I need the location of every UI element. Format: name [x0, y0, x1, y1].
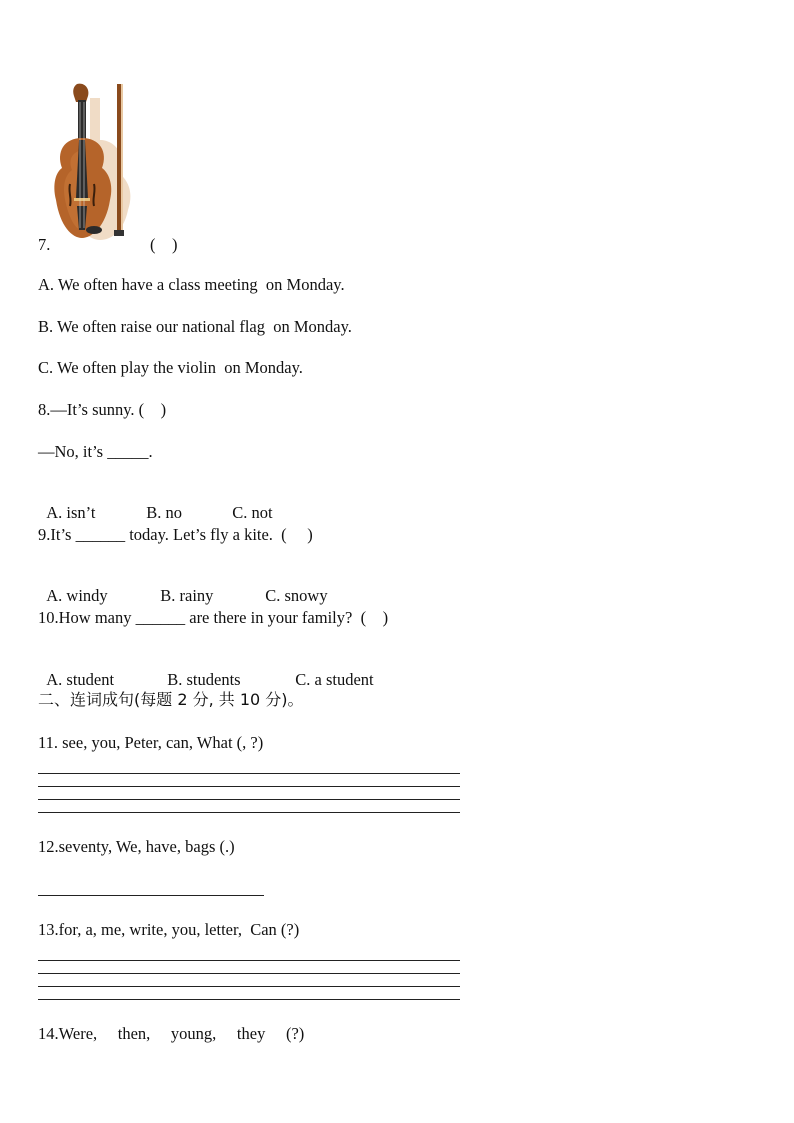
question-10-options	[38, 650, 374, 690]
question-10-option-a: A. student	[46, 670, 115, 689]
question-7-option-c: C. We often play the violin on Monday.	[38, 358, 303, 377]
question-13-answer-line-1[interactable]	[38, 960, 460, 961]
question-10-prompt: 10.How many ______ are there in your family? ( )	[38, 608, 389, 627]
question-8-option-b: B. no	[146, 503, 183, 522]
question-11-answer-line-3[interactable]	[38, 799, 460, 800]
question-13-answer-line-3[interactable]	[38, 986, 460, 987]
question-7-option-a: A. We often have a class meeting on Monday.	[38, 275, 345, 294]
question-9-option-b: B. rainy	[160, 586, 214, 605]
question-14-prompt: 14.Were, then, young, they (?)	[38, 1024, 305, 1043]
question-12-prompt: 12.seventy, We, have, bags (.)	[38, 837, 235, 856]
question-11-prompt: 11. see, you, Peter, can, What (, ?)	[38, 733, 264, 752]
question-8-response: —No, it’s _____.	[38, 442, 153, 461]
question-9-prompt: 9.It’s ______ today. Let’s fly a kite. ( )	[38, 525, 313, 544]
question-7-answer-paren: ( )	[150, 235, 178, 254]
question-12-answer-line[interactable]	[38, 895, 264, 896]
question-8-option-c: C. not	[232, 503, 273, 522]
question-11-answer-line-2[interactable]	[38, 786, 460, 787]
question-11-answer-line-1[interactable]	[38, 773, 460, 774]
question-13-answer-line-4[interactable]	[38, 999, 460, 1000]
question-10-option-c: C. a student	[295, 670, 374, 689]
question-9-options	[38, 566, 328, 606]
question-9-option-a: A. windy	[46, 586, 108, 605]
question-8-option-a: A. isn’t	[46, 503, 96, 522]
question-10-option-b: B. students	[167, 670, 241, 689]
question-8-prompt: 8.—It’s sunny. ( )	[38, 400, 167, 419]
section-2-heading: 二、连词成句(每题 2 分, 共 10 分)。	[38, 690, 304, 709]
question-9-option-c: C. snowy	[265, 586, 328, 605]
question-8-options	[38, 483, 273, 523]
violin-icon	[50, 80, 142, 252]
question-7-option-b: B. We often raise our national flag on Monday.	[38, 317, 352, 336]
question-13-answer-line-2[interactable]	[38, 973, 460, 974]
question-7-number: 7.	[38, 235, 51, 254]
question-13-prompt: 13.for, a, me, write, you, letter, Can (?)	[38, 920, 300, 939]
question-11-answer-line-4[interactable]	[38, 812, 460, 813]
